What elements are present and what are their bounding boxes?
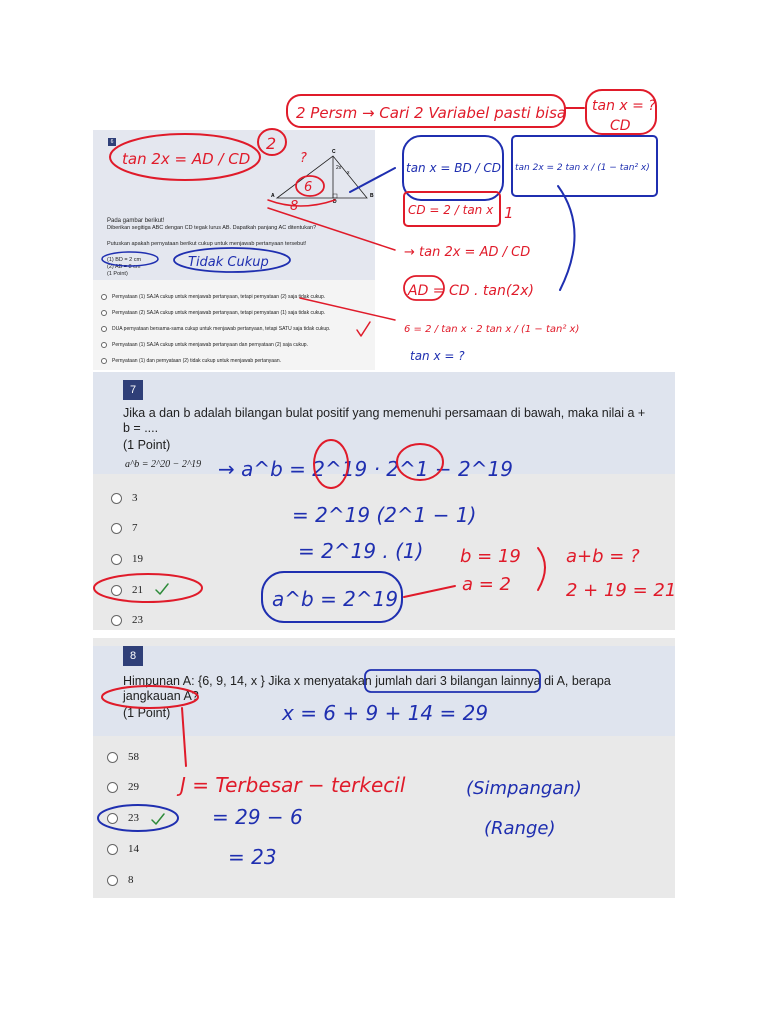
question-6-statement-1: (1) BD = 2 cm: [107, 257, 142, 263]
q8-option-14[interactable]: 14: [107, 843, 139, 855]
radio-button[interactable]: [111, 615, 122, 626]
radio-button[interactable]: [101, 310, 107, 316]
top-tan-box: [586, 90, 656, 134]
q8-option-29[interactable]: 29: [107, 781, 139, 793]
q8-j: J = Terbesar − terkecil: [180, 773, 406, 797]
question-8-number: 8: [123, 646, 143, 666]
top-cd: CD: [610, 118, 631, 134]
q6-identity-box: [512, 136, 657, 196]
q6-cd: CD = 2 / tan x: [408, 203, 494, 217]
q6-option-5[interactable]: Pernyataan (1) dan pernyataan (2) tidak cukup untuk menjawab pertanyaan.: [101, 358, 281, 364]
q7-sum: 2 + 19 = 21: [566, 580, 677, 601]
question-8-text: Himpunan A: {6, 9, 14, x } Jika x menyatakan jumlah dari 3 bilangan lainnya di A, berapa jangkauan A?: [123, 674, 611, 703]
triangle-figure: [271, 150, 371, 210]
radio-button[interactable]: [107, 752, 118, 763]
question-6-number: 6: [108, 138, 116, 146]
q6-circle-2-label: 2: [266, 134, 277, 153]
q6-cd-box: [404, 192, 500, 226]
q7-option-23[interactable]: 23: [111, 614, 143, 626]
question-7-card: [93, 372, 675, 630]
q7-option-7[interactable]: 7: [111, 522, 138, 534]
question-8-points: (1 Point): [123, 706, 171, 720]
q6-six-eq: 6 = 2 / tan x · 2 tan x / (1 − tan² x): [404, 324, 580, 335]
radio-button[interactable]: [107, 844, 118, 855]
radio-button[interactable]: [111, 585, 122, 596]
radio-button[interactable]: [107, 782, 118, 793]
figure-label-d: D: [333, 199, 337, 205]
question-6-intro: Pada gambar berikut!: [107, 218, 165, 224]
q6-tidak: Tidak Cukup: [188, 255, 269, 270]
q8-option-23[interactable]: 23: [107, 812, 139, 824]
q6-q-mark: ?: [300, 151, 307, 166]
q6-six: 6: [304, 180, 313, 195]
q8-option-8[interactable]: 8: [107, 874, 134, 886]
question-6-instruction: Putuskan apakah pernyataan berikut cukup untuk menjawab pertanyaan tersebut!: [107, 241, 307, 247]
radio-button[interactable]: [101, 326, 107, 332]
top-tan: tan x = ?: [592, 98, 656, 114]
figure-angle-x: x: [347, 170, 350, 176]
q6-blue-curve: [558, 186, 575, 290]
question-7-number: 7: [123, 380, 143, 400]
radio-button[interactable]: [111, 493, 122, 504]
q6-option-4[interactable]: Pernyataan (1) SAJA cukup untuk menjawab pertanyaan dan pernyataan (2) saja cukup.: [101, 342, 308, 348]
question-6-statement-2: (2) AB = 8 cm: [107, 264, 141, 270]
q6-tan2x: tan 2x = AD / CD: [122, 150, 251, 168]
q6-tanx-box: [403, 136, 503, 200]
question-6-card: [93, 130, 375, 370]
q6-circle-1: 1: [504, 204, 514, 222]
question-8-card: [93, 638, 675, 898]
radio-button[interactable]: [107, 875, 118, 886]
q6-eight: 8: [290, 199, 299, 214]
radio-button[interactable]: [101, 294, 107, 300]
q7-option-19[interactable]: 19: [111, 553, 143, 565]
q8-option-58[interactable]: 58: [107, 751, 139, 763]
q7-line4: a^b = 2^19: [272, 587, 399, 611]
figure-label-b: B: [370, 193, 374, 199]
q8-line2: = 29 − 6: [212, 805, 303, 829]
q6-tanx: tan x = BD / CD: [406, 161, 502, 175]
radio-button[interactable]: [101, 358, 107, 364]
question-7-points: (1 Point): [123, 438, 171, 452]
q8-x: x = 6 + 9 + 14 = 29: [282, 701, 489, 725]
q7-option-3[interactable]: 3: [111, 492, 138, 504]
q6-tan2x-b: → tan 2x = AD / CD: [404, 245, 531, 260]
radio-button[interactable]: [111, 523, 122, 534]
q7-line2: = 2^19 (2^1 − 1): [292, 503, 477, 527]
q6-ad-box: [404, 276, 444, 300]
question-6-description: Diberikan segitiga ABC dengan CD tegak lurus AB. Dapatkah panjang AC ditentukan?: [107, 225, 317, 231]
figure-label-c: C: [332, 149, 336, 155]
question-7-equation: a^b = 2^20 − 2^19: [125, 459, 202, 470]
q6-option-2[interactable]: Pernyataan (2) SAJA cukup untuk menjawab pertanyaan, tetapi pernyataan (1) saja tidak cukup.: [101, 310, 325, 316]
top-note: 2 Persm → Cari 2 Variabel pasti bisa: [296, 104, 567, 122]
q7-option-21[interactable]: 21: [111, 584, 143, 596]
q7-line1: → a^b = 2^19 · 2^1 − 2^19: [218, 457, 513, 481]
q6-tanx-q: tan x = ?: [410, 349, 465, 363]
q6-option-1[interactable]: Pernyataan (1) SAJA cukup untuk menjawab pertanyaan, tetapi pernyataan (2) saja tidak cukup.: [101, 294, 325, 300]
question-6-points: (1 Point): [107, 271, 128, 277]
figure-label-a: A: [271, 193, 275, 199]
q6-ad: AD = CD . tan(2x): [408, 283, 534, 299]
q8-simp: (Simpangan): [466, 778, 582, 799]
q8-range: (Range): [484, 818, 556, 839]
question-7-text: Jika a dan b adalah bilangan bulat positif yang memenuhi persamaan di bawah, maka nilai a + b = ....: [123, 406, 646, 435]
q8-line3: = 23: [228, 845, 277, 869]
top-note-box: [287, 95, 565, 127]
q6-option-3[interactable]: DUA pernyataan bersama-sama cukup untuk menjawab pertanyaan, tetapi SATU saja tidak cukup.: [101, 326, 330, 332]
q7-line3: = 2^19 . (1): [298, 539, 424, 563]
radio-button[interactable]: [101, 342, 107, 348]
q7-apb: a+b = ?: [566, 546, 640, 567]
q6-identity: tan 2x = 2 tan x / (1 − tan² x): [515, 163, 650, 173]
radio-button[interactable]: [111, 554, 122, 565]
figure-angle-2x: 2x: [336, 165, 342, 171]
q7-a: a = 2: [462, 574, 512, 595]
radio-button[interactable]: [107, 813, 118, 824]
q7-b: b = 19: [460, 546, 521, 567]
